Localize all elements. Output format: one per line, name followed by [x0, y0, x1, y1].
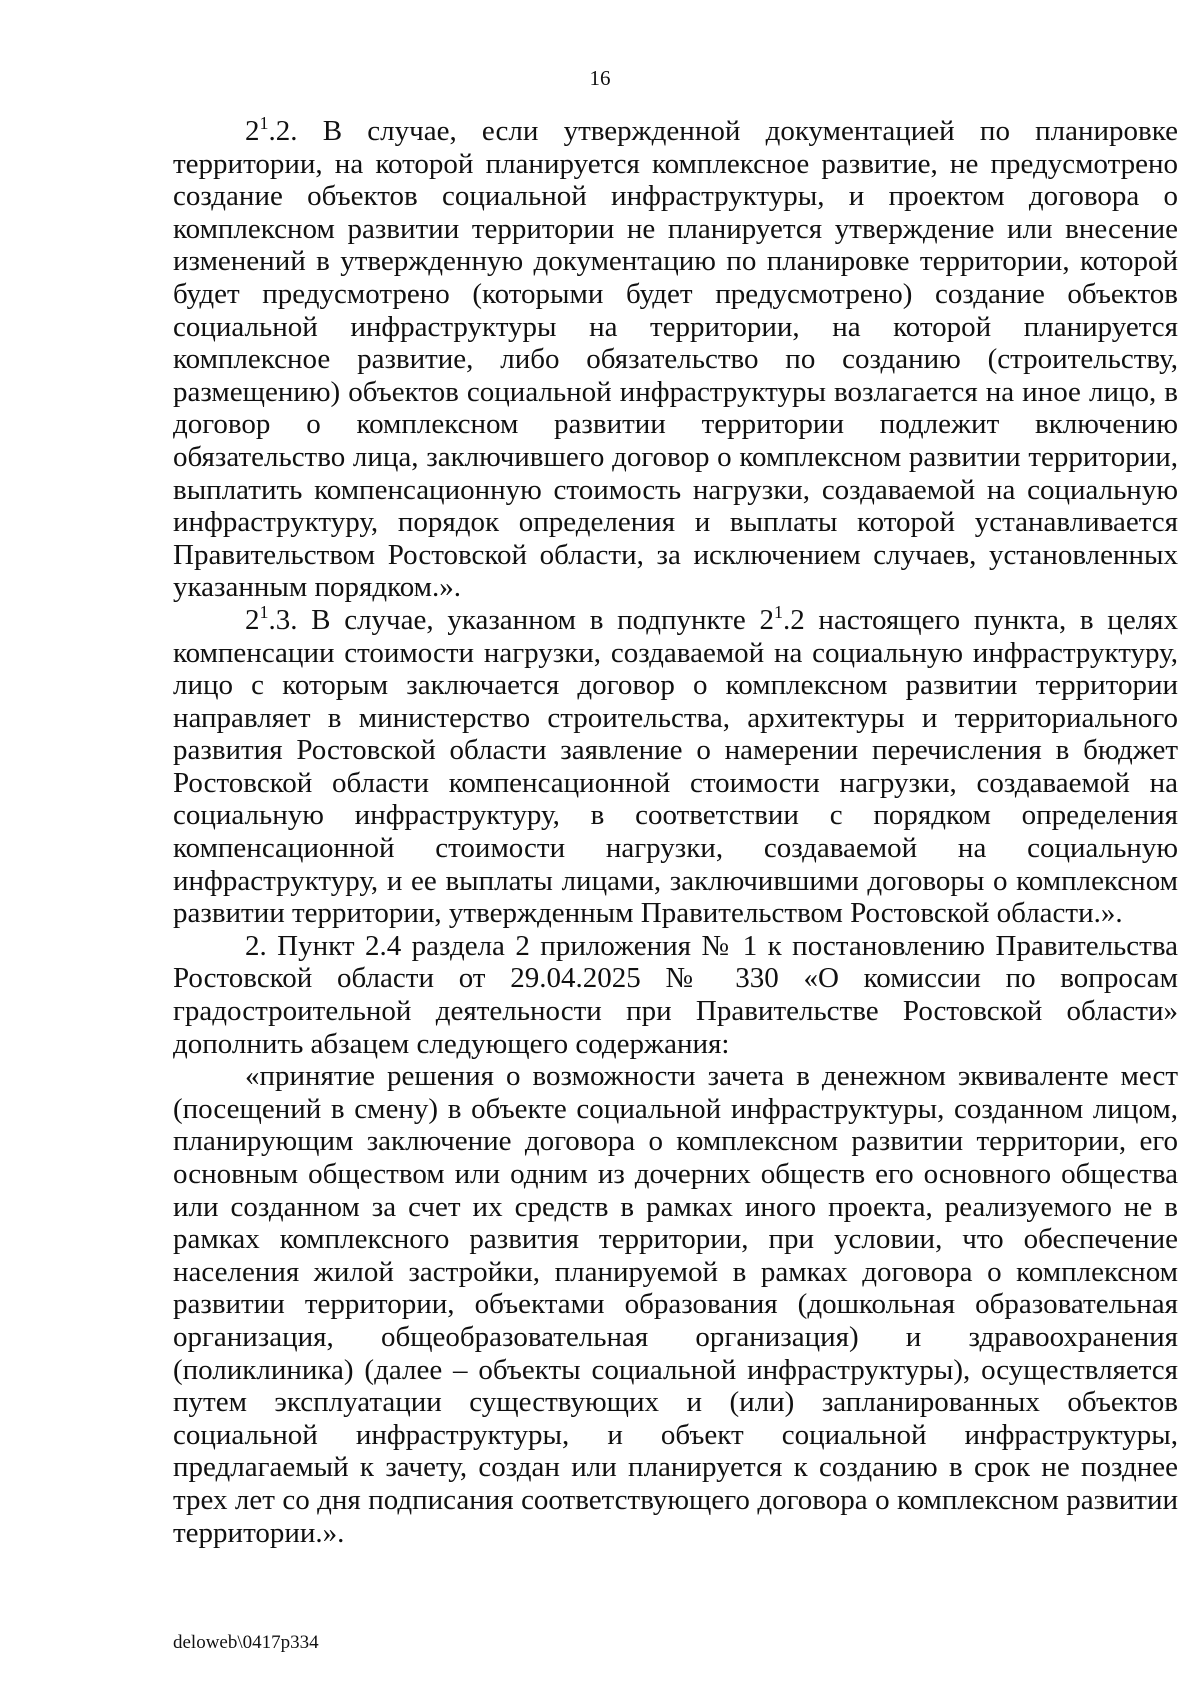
page-number: 16	[589, 66, 611, 90]
paragraph-prefix: 2	[245, 115, 260, 147]
superscript: 1	[259, 113, 269, 133]
superscript: 1	[774, 601, 783, 622]
paragraph-text: .3. В случае, указанном в подпункте 2	[268, 603, 774, 636]
paragraph-prefix: 2	[245, 603, 260, 636]
paragraph-text: .2. В случае, если утвержденной документацией по планировке территории, на которой планируется комплексное развитие, не предусмотрено создание объектов социальной инфраструктуры, и проектом договора о комплексном развитии территории не планируется утверждение или внесение изменений в утвержденную документацию по планировке территории, которой будет предусмотрено (которыми будет предусмотрено) создание объектов социальной инфраструктуры на территории, на которой планируется комплексное развитие, либо обязательство по созданию (строительству, размещению) объектов социальной инфраструктуры возлагается на иное лицо, в договор о комплексном развитии территории подлежит включению обязательство лица, заключившего договор о комплексном развитии территории, выплатить компенсационную стоимость нагрузки, создаваемой на социальную инфраструктуру, порядок определения и выплаты которой устанавливается Правительством Ростовской области, за исключением случаев, установленных указанным порядком.».	[173, 115, 1178, 604]
document-body	[173, 115, 1178, 1549]
paragraph-2-1-3	[173, 601, 1178, 930]
paragraph-quoted-amendment: «принятие решения о возможности зачета в денежном эквиваленте мест (посещений в смену) в объекте социальной инфраструктуры, созданном лицом, планирующим заключение договора о комплексном развитии территории, его основным обществом или одним из дочерних обществ его основного общества или созданном за счет их средств в рамках иного проекта, реализуемого не в рамках комплексного развития территории, при условии, что обеспечение населения жилой застройки, планируемой в рамках договора о комплексном развитии территории, объектами образования (дошкольная образовательная организация, общеобразовательная организация) и здравоохранения (поликлиника) (далее – объекты социальной инфраструктуры), осуществляется путем эксплуатации существующих и (или) запланированных объектов социальной инфраструктуры, и объект социальной инфраструктуры, предлагаемый к зачету, создан или планируется к созданию в срок не позднее трех лет со дня подписания соответствующего договора о комплексном развитии территории.».	[173, 1060, 1178, 1549]
document-footer-code: deloweb\0417p334	[173, 1632, 319, 1653]
superscript: 1	[259, 601, 269, 622]
paragraph-item-2: 2. Пункт 2.4 раздела 2 приложения № 1 к постановлению Правительства Ростовской области от 29.04.2025 № 330 «О комиссии по вопросам градостроительной деятельности при Правительстве Ростовской области» дополнить абзацем следующего содержания:	[173, 929, 1178, 1060]
paragraph-2-1-2	[173, 115, 1178, 604]
paragraph-text-continued: .2 настоящего пункта, в целях компенсации стоимости нагрузки, создаваемой на социальную инфраструктуру, лицо с которым заключается договор о комплексном развитии территории направляет в министерство строительства, архитектуры и территориального развития Ростовской области заявление о намерении перечисления в бюджет Ростовской области компенсационной стоимости нагрузки, создаваемой на социальную инфраструктуру, в соответствии с порядком определения компенсационной стоимости нагрузки, создаваемой на социальную инфраструктуру, и ее выплаты лицами, заключившими договоры о комплексном развитии территории, утвержденным Правительством Ростовской области.».	[173, 603, 1178, 930]
